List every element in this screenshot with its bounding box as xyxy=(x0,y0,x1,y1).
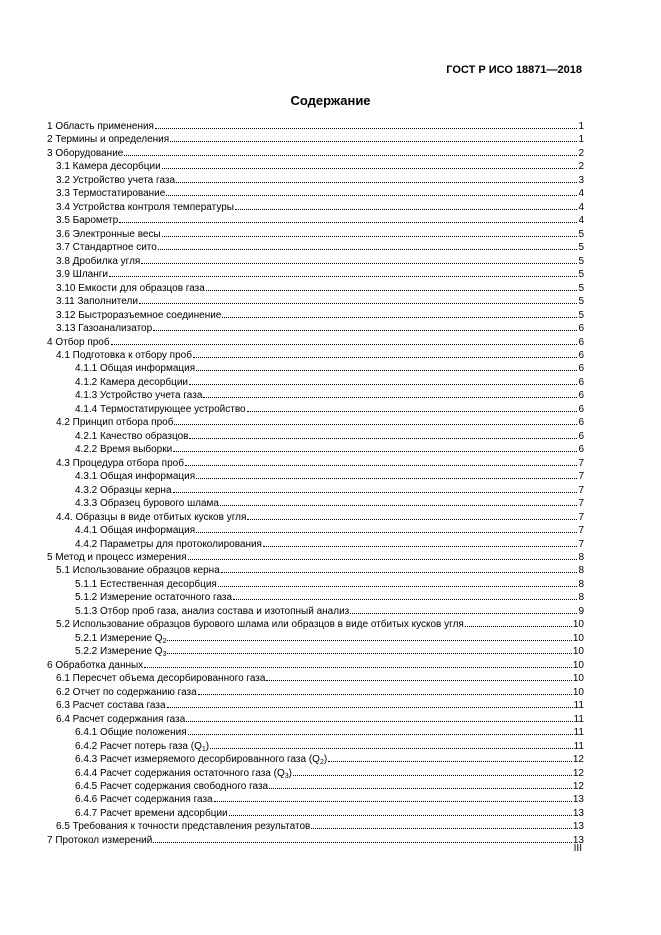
dot-leader xyxy=(167,653,571,654)
toc-entry-page: 6 xyxy=(578,444,584,456)
toc-entry[interactable] xyxy=(47,686,584,699)
toc-entry[interactable] xyxy=(47,322,584,335)
toc-entry[interactable] xyxy=(47,605,584,618)
toc-entry-label: 4.3 Процедура отбора проб xyxy=(56,457,184,469)
toc-entry-label: 5.1.2 Измерение остаточного газа xyxy=(75,592,233,604)
dot-leader xyxy=(214,801,572,802)
toc-entry-label: 4.2.2 Время выборки xyxy=(75,444,173,456)
dot-leader xyxy=(176,182,577,183)
toc-entry-label: 5.1 Использование образцов керна xyxy=(56,565,220,577)
toc-entry[interactable] xyxy=(47,484,584,497)
dot-leader xyxy=(124,155,577,156)
dot-leader xyxy=(193,357,577,358)
toc-entry[interactable] xyxy=(47,767,584,780)
dot-leader xyxy=(220,505,577,506)
dot-leader xyxy=(166,195,577,196)
toc-entry-label: 6.2 Отчет по содержанию газа xyxy=(56,686,197,698)
toc-entry-page: 4 xyxy=(578,201,584,213)
toc-entry-page: 1 xyxy=(578,121,584,132)
dot-leader xyxy=(188,734,573,735)
dot-leader xyxy=(263,546,577,547)
toc-entry-page: 8 xyxy=(578,552,584,563)
toc-entry-label: 3.7 Стандартное сито xyxy=(56,242,157,254)
toc-entry[interactable] xyxy=(47,336,584,349)
page-number: III xyxy=(573,843,582,854)
dot-leader xyxy=(189,438,577,439)
toc-entry-page: 11 xyxy=(573,727,584,739)
toc-entry[interactable] xyxy=(47,309,584,322)
dot-leader xyxy=(229,815,572,816)
toc-entry[interactable] xyxy=(47,820,584,833)
toc-entry-page: 6 xyxy=(578,363,584,375)
dot-leader xyxy=(196,370,577,371)
toc-entry-label: 4.1.3 Устройство учета газа xyxy=(75,390,203,402)
dot-leader xyxy=(155,128,577,129)
dot-leader xyxy=(167,640,571,641)
toc-entry[interactable] xyxy=(47,672,584,685)
toc-entry-label: 4.4.1 Общая информация xyxy=(75,525,196,537)
toc-entry[interactable] xyxy=(47,753,584,766)
toc-entry-page: 11 xyxy=(573,713,584,725)
toc-entry[interactable] xyxy=(47,551,584,564)
toc-entry-page: 4 xyxy=(578,188,584,200)
dot-leader xyxy=(293,775,572,776)
toc-entry-label: 7 Протокол измерений xyxy=(47,834,153,846)
toc-entry-label: 3.1 Камера десорбции xyxy=(56,161,161,173)
dot-leader xyxy=(196,478,577,479)
dot-leader xyxy=(266,680,571,681)
subscript: 1 xyxy=(201,745,206,753)
toc-entry-label: 2 Термины и определения xyxy=(47,134,170,146)
dot-leader xyxy=(158,249,578,250)
toc-entry-label: 5.2.2 Измерение $Q_3$ xyxy=(75,646,167,659)
toc-entry-page: 7 xyxy=(578,484,584,496)
toc-entry-label: 4.1.2 Камера десорбции xyxy=(75,376,189,388)
dot-leader xyxy=(144,667,572,668)
toc-entry-label: 4.1 Подготовка к отбору проб xyxy=(56,349,192,361)
dot-leader xyxy=(167,707,573,708)
toc-entry[interactable] xyxy=(47,255,584,268)
dot-leader xyxy=(311,828,572,829)
toc-entry-label: 4.3.3 Образец бурового шлама xyxy=(75,498,219,510)
toc-entry[interactable] xyxy=(47,187,584,200)
toc-entry-label: 5.2 Использование образцов бурового шлама или образцов в виде отбитых кусков угля xyxy=(56,619,464,631)
toc-entry-label: 5.2.1 Измерение $Q_2$ xyxy=(75,632,167,645)
toc-entry[interactable] xyxy=(47,147,584,160)
toc-entry-label: 3.11 Заполнители xyxy=(56,296,138,308)
dot-leader xyxy=(139,303,578,304)
toc-entry-page: 12 xyxy=(572,767,584,779)
toc-entry[interactable] xyxy=(47,416,584,429)
toc-entry[interactable] xyxy=(47,362,584,375)
toc-entry-label: 3.12 Быстроразъемное соединение xyxy=(56,309,222,321)
toc-entry-label: 4.3.2 Образцы керна xyxy=(75,484,172,496)
toc-entry-page: 10 xyxy=(572,686,584,698)
toc-entry-page: 5 xyxy=(578,296,584,308)
toc-entry-page: 11 xyxy=(573,700,584,712)
toc-entry-label: 6.4 Расчет содержания газа xyxy=(56,713,186,725)
dot-leader xyxy=(206,290,578,291)
toc-entry[interactable] xyxy=(47,389,584,402)
dot-leader xyxy=(162,236,578,237)
dot-leader xyxy=(247,519,577,520)
toc-entry-page: 8 xyxy=(578,592,584,604)
toc-entry-page: 3 xyxy=(578,174,584,186)
subscript: 3 xyxy=(162,651,167,659)
subscript: 3 xyxy=(284,772,289,780)
toc-entry-label: 3.4 Устройства контроля температуры xyxy=(56,201,234,213)
toc-entry-page: 6 xyxy=(578,390,584,402)
toc-entry-page: 11 xyxy=(573,740,584,752)
toc-entry[interactable] xyxy=(47,726,584,739)
toc-entry[interactable] xyxy=(47,780,584,793)
toc-entry-label: 6 Обработка данных xyxy=(47,659,144,671)
dot-leader xyxy=(111,344,578,345)
toc-entry-page: 6 xyxy=(578,430,584,442)
document-standard-number: ГОСТ Р ИСО 18871—2018 xyxy=(446,64,582,76)
toc-entry[interactable] xyxy=(47,457,584,470)
toc-entry-page: 7 xyxy=(578,525,584,537)
toc-entry-label: 3.3 Термостатирование xyxy=(56,188,166,200)
dot-leader xyxy=(153,842,572,843)
toc-entry-label: 3 Оборудование xyxy=(47,147,124,159)
dot-leader xyxy=(328,761,572,762)
toc-entry-page: 5 xyxy=(578,309,584,321)
toc-entry-page: 13 xyxy=(572,794,584,806)
toc-entry-page: 4 xyxy=(578,215,584,227)
toc-entry-label: 6.4.6 Расчет содержания газа xyxy=(75,794,213,806)
toc-entry-label: 6.4.7 Расчет времени адсорбции xyxy=(75,807,228,819)
toc-entry[interactable] xyxy=(47,214,584,227)
dot-leader xyxy=(196,532,577,533)
dot-leader xyxy=(109,276,577,277)
dot-leader xyxy=(141,263,577,264)
toc-entry-page: 7 xyxy=(578,457,584,469)
toc-entry[interactable] xyxy=(47,511,584,524)
toc-entry[interactable] xyxy=(47,564,584,577)
toc-entry-label: 4.4. Образцы в виде отбитых кусков угля xyxy=(56,511,247,523)
toc-entry-page: 9 xyxy=(578,605,584,617)
dot-leader xyxy=(247,411,578,412)
toc-entry[interactable] xyxy=(47,645,584,658)
toc-entry-page: 10 xyxy=(572,659,584,671)
toc-entry[interactable] xyxy=(47,120,584,133)
dot-leader xyxy=(269,788,572,789)
toc-entry-label: 4.2 Принцип отбора проб xyxy=(56,417,174,429)
toc-entry-label: 6.4.5 Расчет содержания свободного газа xyxy=(75,780,269,792)
dot-leader xyxy=(218,586,578,587)
toc-entry[interactable] xyxy=(47,133,584,146)
toc-entry-page: 5 xyxy=(578,228,584,240)
toc-entry-label: 5 Метод и процесс измерения xyxy=(47,552,187,563)
dot-leader xyxy=(173,451,577,452)
toc-entry-page: 13 xyxy=(572,807,584,819)
toc-entry-page: 2 xyxy=(578,161,584,173)
dot-leader xyxy=(350,613,577,614)
toc-entry-page: 1 xyxy=(578,134,584,146)
dot-leader xyxy=(210,748,573,749)
toc-entry-page: 12 xyxy=(572,754,584,766)
toc-entry[interactable] xyxy=(47,268,584,281)
toc-entry-page: 6 xyxy=(578,376,584,388)
toc-entry-label: 1 Область применения xyxy=(47,121,154,132)
toc-entry-label: 3.13 Газоанализатор xyxy=(56,323,153,335)
toc-entry-page: 6 xyxy=(578,403,584,415)
toc-entry[interactable] xyxy=(47,659,584,672)
toc-entry[interactable] xyxy=(47,713,584,726)
toc-entry[interactable] xyxy=(47,282,584,295)
dot-leader xyxy=(170,141,577,142)
toc-entry-page: 10 xyxy=(572,619,584,631)
toc-entry[interactable] xyxy=(47,443,584,456)
toc-entry[interactable] xyxy=(47,807,584,820)
toc-entry[interactable] xyxy=(47,578,584,591)
dot-leader xyxy=(198,694,572,695)
toc-entry-page: 5 xyxy=(578,255,584,267)
toc-entry[interactable] xyxy=(47,699,584,712)
toc-entry[interactable] xyxy=(47,228,584,241)
toc-entry[interactable] xyxy=(47,793,584,806)
toc-entry-page: 6 xyxy=(578,323,584,335)
toc-entry-page: 8 xyxy=(578,578,584,590)
toc-entry-page: 10 xyxy=(572,646,584,658)
toc-entry-label: 4 Отбор проб xyxy=(47,336,110,348)
toc-entry-label: 6.4.4 Расчет содержания остаточного газа $(Q_3)$ xyxy=(75,767,292,780)
toc-entry-page: 13 xyxy=(572,821,584,833)
toc-entry-label: 3.8 Дробилка угля xyxy=(56,255,141,267)
toc-entry-page: 7 xyxy=(578,538,584,550)
toc-entry-page: 2 xyxy=(578,147,584,159)
toc-entry-label: 5.1.3 Отбор проб газа, анализ состава и изотопный анализ xyxy=(75,605,350,617)
toc-entry-label: 6.1 Пересчет объема десорбированного газа xyxy=(56,673,266,685)
toc-entry[interactable] xyxy=(47,538,584,551)
toc-entry-label: 6.3 Расчет состава газа xyxy=(56,700,166,712)
toc-entry[interactable] xyxy=(47,403,584,416)
toc-entry-label: 5.1.1 Естественная десорбция xyxy=(75,578,217,590)
subscript: 2 xyxy=(319,759,324,767)
toc-entry[interactable] xyxy=(47,241,584,254)
toc-entry[interactable] xyxy=(47,201,584,214)
toc-entry-page: 5 xyxy=(578,242,584,254)
toc-entry[interactable] xyxy=(47,591,584,604)
toc-entry-label: 3.6 Электронные весы xyxy=(56,228,161,240)
dot-leader xyxy=(174,424,577,425)
toc-entry-page: 6 xyxy=(578,417,584,429)
toc-entry-label: 6.4.2 Расчет потерь газа $(Q_1)$ xyxy=(75,740,210,753)
toc-entry-label: 4.3.1 Общая информация xyxy=(75,471,196,483)
toc-entry-page: 7 xyxy=(578,471,584,483)
toc-entry-label: 3.10 Емкости для образцов газа xyxy=(56,282,205,294)
toc-entry-page: 8 xyxy=(578,565,584,577)
dot-leader xyxy=(153,330,577,331)
dot-leader xyxy=(186,721,572,722)
toc-entry-page: 6 xyxy=(578,349,584,361)
dot-leader xyxy=(162,168,578,169)
toc-entry-label: 6.4.3 Расчет измеряемого десорбированного газа $(Q_2)$ xyxy=(75,754,328,767)
toc-entry-label: 4.1.4 Термостатирующее устройство xyxy=(75,403,246,415)
toc-entry-page: 5 xyxy=(578,282,584,294)
dot-leader xyxy=(222,317,577,318)
toc-entry-page: 7 xyxy=(578,498,584,510)
toc-entry-page: 7 xyxy=(578,511,584,523)
toc-entry[interactable] xyxy=(47,160,584,173)
toc-entry[interactable] xyxy=(47,618,584,631)
subscript: 2 xyxy=(162,637,167,645)
toc-entry[interactable] xyxy=(47,376,584,389)
toc-entry-label: 4.1.1 Общая информация xyxy=(75,363,196,375)
dot-leader xyxy=(189,384,577,385)
dot-leader xyxy=(185,465,577,466)
toc-entry-label: 4.2.1 Качество образцов xyxy=(75,430,189,442)
toc-entry-label: 6.5 Требования к точности представления результатов xyxy=(56,821,311,833)
toc-entry[interactable] xyxy=(47,430,584,443)
toc-entry[interactable] xyxy=(47,740,584,753)
toc-entry-label: 3.5 Барометр xyxy=(56,215,119,227)
toc-entry-page: 13 xyxy=(572,834,584,846)
toc-entry-page: 12 xyxy=(572,780,584,792)
toc-entry-label: 6.4.1 Общие положения xyxy=(75,727,187,739)
toc-entry[interactable] xyxy=(47,174,584,187)
toc-entry[interactable] xyxy=(47,349,584,362)
table-of-contents xyxy=(47,120,584,847)
toc-entry-page: 5 xyxy=(578,269,584,281)
dot-leader xyxy=(119,222,577,223)
toc-entry-page: 10 xyxy=(572,673,584,685)
dot-leader xyxy=(188,559,578,560)
toc-entry[interactable] xyxy=(47,834,584,847)
toc-entry[interactable] xyxy=(47,497,584,510)
toc-entry-label: 4.4.2 Параметры для протоколирования xyxy=(75,538,262,550)
dot-leader xyxy=(221,572,578,573)
toc-entry-label: 3.9 Шланги xyxy=(56,269,108,281)
toc-entry[interactable] xyxy=(47,295,584,308)
dot-leader xyxy=(173,492,578,493)
toc-entry-page: 10 xyxy=(572,632,584,644)
toc-entry-page: 6 xyxy=(578,336,584,348)
dot-leader xyxy=(465,626,572,627)
page-title: Содержание xyxy=(290,93,371,108)
toc-entry-label: 3.2 Устройство учета газа xyxy=(56,174,176,186)
toc-entry[interactable] xyxy=(47,524,584,537)
dot-leader xyxy=(235,209,577,210)
dot-leader xyxy=(233,599,577,600)
toc-entry[interactable] xyxy=(47,632,584,645)
toc-entry[interactable] xyxy=(47,470,584,483)
dot-leader xyxy=(203,397,577,398)
